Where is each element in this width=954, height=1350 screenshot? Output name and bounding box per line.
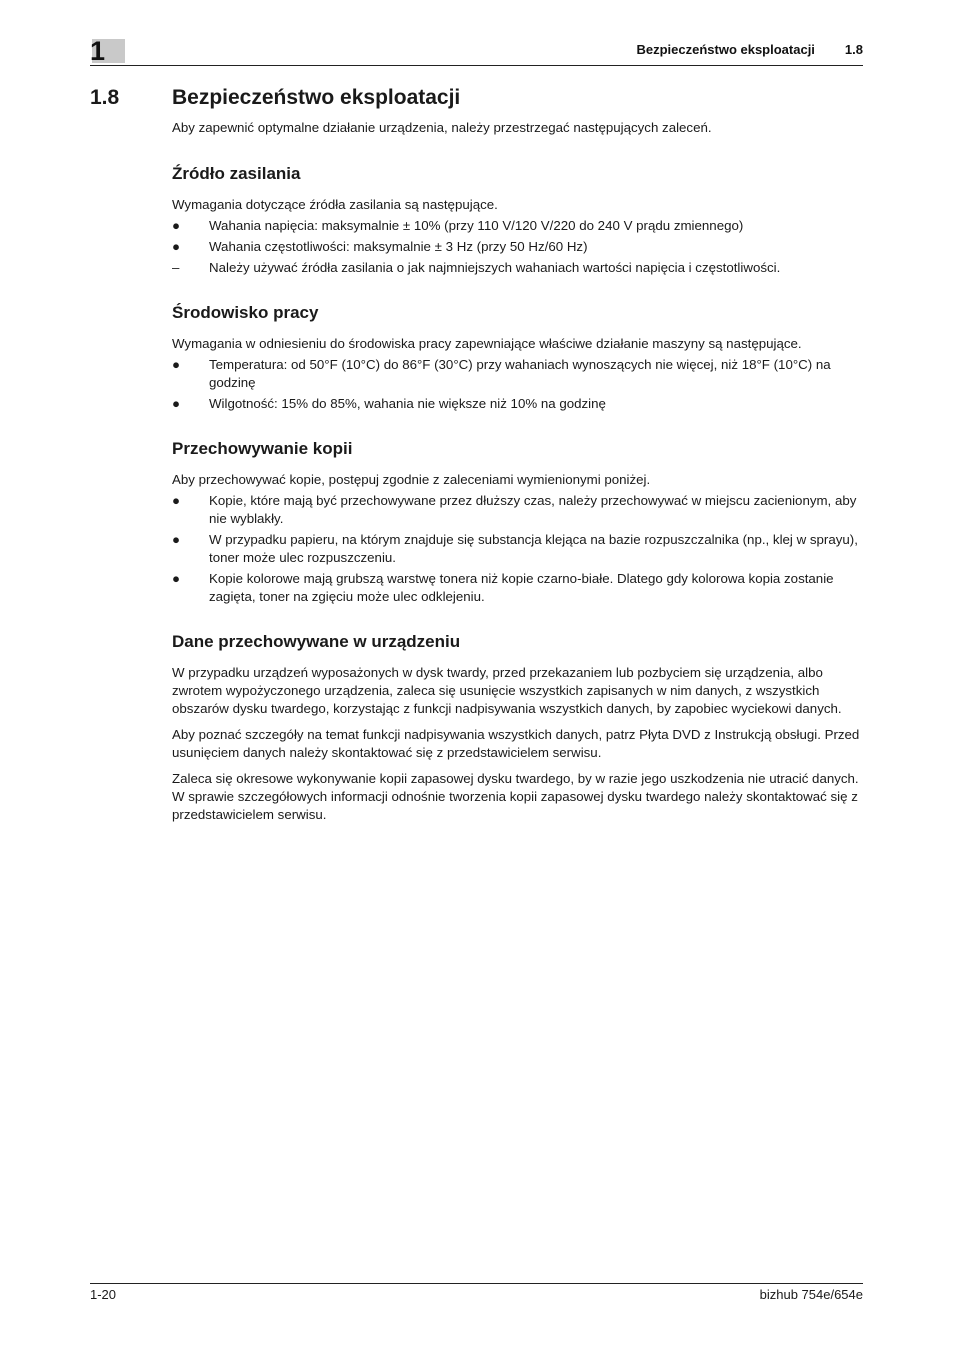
storage-heading: Przechowywanie kopii [172,439,353,458]
list-item [172,570,864,606]
paragraph: W przypadku urządzeń wyposażonych w dysk twardy, przed przekazaniem lub pozbyciem się urządzenia, albo zwrotem wypożyczonego urządzenia, zaleca się usunięcie wszystkich zapisanych w nim danych, z wszystkich obszarów dysku twardego, korzystając z funkcji nadpisywania wszystkich danych, by zapobiec wyciekowi danych. [172,665,842,716]
section-title: Bezpieczeństwo eksploatacji [172,86,461,109]
paragraph: Aby poznać szczegóły na temat funkcji nadpisywania wszystkich danych, patrz Płyta DVD z Instrukcją obsługi. Przed usunięciem danych należy skontaktować się z przedstawicielem serwisu. [172,727,860,760]
list-item-text: Kopie kolorowe mają grubszą warstwę tonera niż kopie czarno-białe. Dlatego gdy kolorowa kopia zostanie zagięta, toner na zgięciu może ulec odklejeniu. [209,571,834,604]
list-item-text: Wahania napięcia: maksymalnie ± 10% (przy 110 V/120 V/220 do 240 V prądu zmiennego) [209,218,744,233]
list-item [172,531,864,567]
bullet-marker: ● [172,493,181,508]
list-item [172,492,864,528]
section-number: 1.8 [90,86,120,109]
storage-list [172,492,864,606]
list-item-text: Należy używać źródła zasilania o jak najmniejszych wahaniach wartości napięcia i częstotliwości. [209,260,781,275]
page-content [172,119,864,848]
storage-section [172,437,864,606]
bullet-marker: ● [172,357,181,372]
dash-marker: – [172,260,180,275]
footer-divider [90,1283,863,1284]
list-item-text: Kopie, które mają być przechowywane przez dłuższy czas, należy przechowywać w miejscu zacienionym, aby nie wyblakły. [209,493,857,526]
list-item [172,356,864,392]
list-item [172,395,864,413]
power-section [172,162,864,277]
list-item-text: Wahania częstotliwości: maksymalnie ± 3 Hz (przy 50 Hz/60 Hz) [209,239,588,254]
storage-lead: Aby przechowywać kopie, postępuj zgodnie z zaleceniami wymienionymi poniżej. [172,472,651,487]
environment-section [172,301,864,413]
bullet-marker: ● [172,218,181,233]
page-number: 1-20 [90,1287,117,1302]
list-item [172,217,864,235]
list-item [172,238,864,256]
chapter-number: 1 [90,36,106,66]
list-item-text: W przypadku papieru, na którym znajduje się substancja klejąca na bazie rozpuszczalnika (np., klej w sprayu), toner może ulec rozpuszczeniu. [209,532,858,565]
running-header [636,42,863,57]
product-name: bizhub 754e/654e [759,1287,863,1302]
data-stored-heading: Dane przechowywane w urządzeniu [172,632,461,651]
list-item-text: Temperatura: od 50°F (10°C) do 86°F (30°C) przy wahaniach wynoszących nie więcej, niż 18°F (10°C) na godzinę [209,357,831,390]
bullet-marker: ● [172,571,181,586]
environment-heading: Środowisko pracy [172,303,319,322]
list-item [172,259,864,277]
list-item-text: Wilgotność: 15% do 85%, wahania nie większe niż 10% na godzinę [209,396,606,411]
paragraph: Zaleca się okresowe wykonywanie kopii zapasowej dysku twardego, by w razie jego uszkodzenia nie utracić danych. W sprawie szczegółowych informacji odnośnie tworzenia kopii zapasowej dysku twardego należy skontaktować się z przedstawicielem serwisu. [172,771,859,822]
environment-list [172,356,864,413]
data-stored-section [172,630,864,824]
environment-lead: Wymagania w odniesieniu do środowiska pracy zapewniające właściwe działanie maszyny są następujące. [172,336,802,351]
bullet-marker: ● [172,396,181,411]
bullet-marker: ● [172,239,181,254]
bullet-marker: ● [172,532,181,547]
power-lead: Wymagania dotyczące źródła zasilania są następujące. [172,197,498,212]
running-title: Bezpieczeństwo eksploatacji [636,42,815,57]
running-section: 1.8 [844,42,863,57]
header-divider [90,65,863,66]
section-intro: Aby zapewnić optymalne działanie urządzenia, należy przestrzegać następujących zaleceń. [172,120,712,135]
power-heading: Źródło zasilania [172,164,301,183]
power-list [172,217,864,277]
